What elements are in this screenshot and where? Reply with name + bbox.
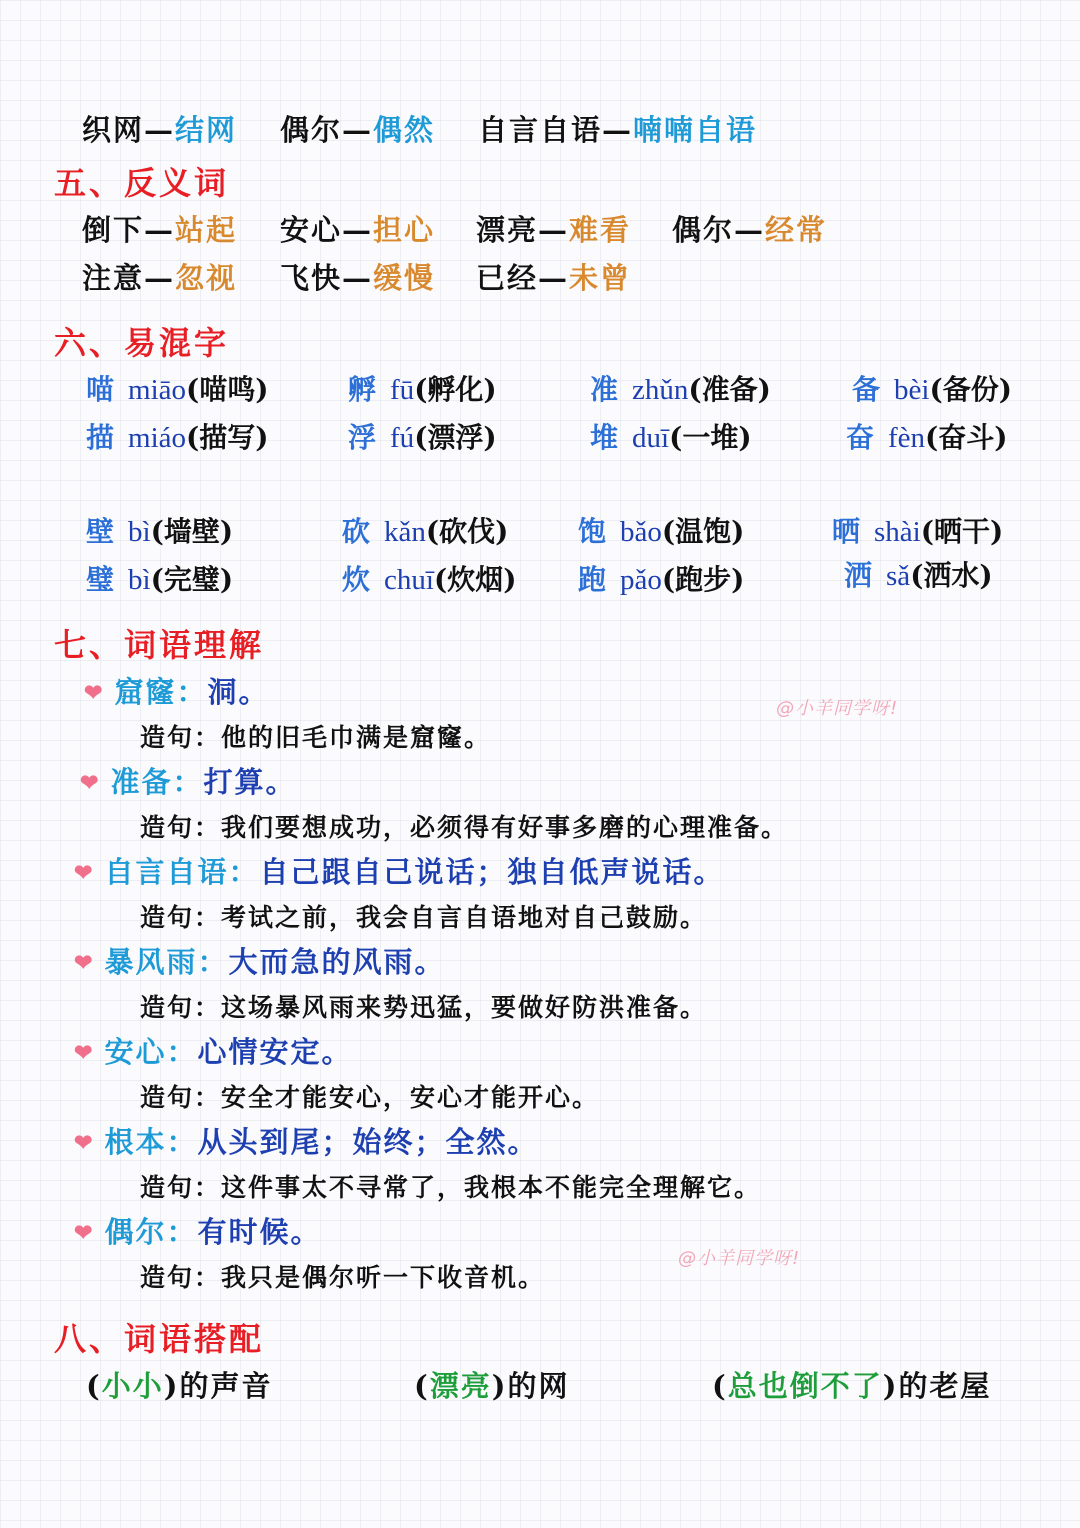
definition: 从头到尾；始终；全然。 xyxy=(197,1125,539,1159)
char-entry xyxy=(86,416,269,456)
char-entry xyxy=(342,558,516,598)
term: 偶尔： xyxy=(104,1215,198,1249)
heart-icon: ❤ xyxy=(74,1130,95,1156)
dash: — xyxy=(734,213,766,247)
char: 璧 xyxy=(86,563,115,596)
example-word: (砍伐) xyxy=(425,515,509,548)
word-b: 难看 xyxy=(569,213,632,247)
pinyin: kǎn xyxy=(384,516,426,548)
pinyin: miāo xyxy=(128,374,187,406)
char: 堆 xyxy=(590,421,619,454)
word-a: 织网 xyxy=(82,113,145,147)
synonym-pair xyxy=(478,108,757,149)
synonym-pair xyxy=(280,108,435,149)
example-sentence: 造句：安全才能安心，安心才能开心。 xyxy=(140,1083,600,1112)
word-a: 安心 xyxy=(280,213,343,247)
word-b: 站起 xyxy=(175,213,238,247)
dash: — xyxy=(342,213,374,247)
example-word: (漂浮) xyxy=(414,421,497,454)
char-entry xyxy=(846,416,1008,456)
char-entry xyxy=(86,368,269,408)
word-b: 喃喃自语 xyxy=(633,113,758,147)
char-entry xyxy=(832,510,1003,550)
example-word: (备份) xyxy=(929,373,1012,406)
definition: 心情安定。 xyxy=(197,1035,353,1069)
collocation-item xyxy=(712,1364,992,1405)
synonym-pair xyxy=(82,108,237,149)
char: 晒 xyxy=(832,515,861,548)
example-word: (温饱) xyxy=(661,515,745,548)
word-b: 经常 xyxy=(765,213,828,247)
example-word: (洒水) xyxy=(910,559,993,592)
paren-open: ( xyxy=(414,1369,430,1403)
example-word: (孵化) xyxy=(414,373,497,406)
definition-line xyxy=(74,850,724,891)
word-a: 已经 xyxy=(476,261,539,295)
pinyin: zhǔn xyxy=(632,374,689,406)
antonym-pair xyxy=(476,256,631,297)
pinyin: bèi xyxy=(894,374,930,406)
term: 安心： xyxy=(104,1035,198,1069)
definition: 打算。 xyxy=(203,765,297,799)
definition: 自己跟自己说话；独自低声说话。 xyxy=(259,855,725,889)
example-sentence: 造句：这件事太不寻常了，我根本不能完全理解它。 xyxy=(140,1173,762,1202)
definition-line xyxy=(74,1120,538,1161)
dash: — xyxy=(538,213,570,247)
paren-close: ) xyxy=(163,1369,180,1403)
dash: — xyxy=(342,113,374,147)
dash: — xyxy=(602,113,634,147)
example-word: (一堆) xyxy=(669,421,752,454)
dash: — xyxy=(144,261,176,295)
pinyin: fèn xyxy=(888,422,926,454)
pinyin: bǎo xyxy=(620,516,662,548)
section-heading-antonyms: 五、反义词 xyxy=(54,164,230,202)
word-b: 担心 xyxy=(373,213,436,247)
char: 砍 xyxy=(342,515,371,548)
collocation-item xyxy=(86,1364,273,1405)
char: 描 xyxy=(86,421,115,454)
definition: 大而急的风雨。 xyxy=(228,945,446,979)
char: 孵 xyxy=(348,373,377,406)
definition-line xyxy=(74,940,445,981)
pinyin: chuī xyxy=(384,564,434,596)
pinyin: sǎ xyxy=(886,560,911,592)
word-a: 飞快 xyxy=(280,261,343,295)
word-a: 偶尔 xyxy=(280,113,343,147)
char-entry xyxy=(578,510,744,550)
char-entry xyxy=(590,416,752,456)
pinyin: pǎo xyxy=(620,564,662,596)
watermark: @小羊同学呀! xyxy=(776,698,899,719)
term: 暴风雨： xyxy=(104,945,229,979)
section-heading-word-collocation: 八、词语搭配 xyxy=(54,1320,265,1358)
word-a: 偶尔 xyxy=(672,213,735,247)
char: 炊 xyxy=(342,563,371,596)
definition: 有时候。 xyxy=(197,1215,322,1249)
char-entry xyxy=(852,368,1012,408)
section-heading-word-meanings: 七、词语理解 xyxy=(54,626,265,664)
definition-line xyxy=(74,1210,321,1251)
term: 根本： xyxy=(104,1125,198,1159)
pinyin: duī xyxy=(632,422,670,454)
heart-icon: ❤ xyxy=(74,950,95,976)
example-sentence: 造句：我只是偶尔听一下收音机。 xyxy=(140,1263,546,1292)
char: 备 xyxy=(852,373,881,406)
fill-word: 总也倒不了 xyxy=(727,1369,883,1403)
heart-icon: ❤ xyxy=(74,1040,95,1066)
example-word: (跑步) xyxy=(661,563,745,596)
word-b: 缓慢 xyxy=(373,261,436,295)
word-b: 未曾 xyxy=(569,261,632,295)
example-word: (喵鸣) xyxy=(186,373,269,406)
example-sentence: 造句：考试之前，我会自言自语地对自己鼓励。 xyxy=(140,903,708,932)
char: 洒 xyxy=(844,559,873,592)
example-word: (墙壁) xyxy=(150,515,234,548)
char-entry xyxy=(590,368,771,408)
term: 准备： xyxy=(110,765,204,799)
example-sentence: 造句：这场暴风雨来势迅猛，要做好防洪准备。 xyxy=(140,993,708,1022)
example-word: (准备) xyxy=(688,373,771,406)
dash: — xyxy=(342,261,374,295)
word-a: 漂亮 xyxy=(476,213,539,247)
word-a: 倒下 xyxy=(82,213,145,247)
fill-word: 漂亮 xyxy=(429,1369,492,1403)
char-entry xyxy=(86,558,233,598)
example-sentence: 造句：他的旧毛巾满是窟窿。 xyxy=(140,723,492,752)
term: 窟窿： xyxy=(114,675,208,709)
antonym-pair xyxy=(476,208,631,249)
paren-close: ) xyxy=(882,1369,899,1403)
char: 喵 xyxy=(86,373,115,406)
dash: — xyxy=(538,261,570,295)
example-word: (完璧) xyxy=(150,563,234,596)
char-entry xyxy=(578,558,744,598)
char: 准 xyxy=(590,373,619,406)
collocation-item xyxy=(414,1364,570,1405)
example-word: (描写) xyxy=(186,421,269,454)
antonym-pair xyxy=(280,256,435,297)
word-b: 忽视 xyxy=(175,261,238,295)
pinyin: fū xyxy=(390,374,415,406)
example-word: (晒干) xyxy=(920,515,1004,548)
definition-line xyxy=(80,760,296,801)
phrase-rest: 的声音 xyxy=(179,1369,273,1403)
word-b: 结网 xyxy=(175,113,238,147)
char-entry xyxy=(348,416,497,456)
char: 饱 xyxy=(578,515,607,548)
word-a: 自言自语 xyxy=(478,113,603,147)
paren-open: ( xyxy=(712,1369,728,1403)
char-entry xyxy=(342,510,508,550)
paren-close: ) xyxy=(491,1369,508,1403)
term: 自言自语： xyxy=(104,855,260,889)
heart-icon: ❤ xyxy=(80,770,101,796)
example-word: (奋斗) xyxy=(925,421,1008,454)
char-entry xyxy=(844,554,993,594)
fill-word: 小小 xyxy=(101,1369,164,1403)
section-heading-confusable-chars: 六、易混字 xyxy=(54,324,230,362)
char: 浮 xyxy=(348,421,377,454)
watermark: @小羊同学呀! xyxy=(678,1248,801,1269)
char: 跑 xyxy=(578,563,607,596)
dash: — xyxy=(144,213,176,247)
word-b: 偶然 xyxy=(373,113,436,147)
phrase-rest: 的老屋 xyxy=(898,1369,992,1403)
pinyin: miáo xyxy=(128,422,187,454)
pinyin: bì xyxy=(128,516,151,548)
heart-icon: ❤ xyxy=(84,680,105,706)
char-entry xyxy=(86,510,233,550)
heart-icon: ❤ xyxy=(74,1220,95,1246)
char-entry xyxy=(348,368,497,408)
word-a: 注意 xyxy=(82,261,145,295)
pinyin: bì xyxy=(128,564,151,596)
char: 奋 xyxy=(846,421,875,454)
example-sentence: 造句：我们要想成功，必须得有好事多磨的心理准备。 xyxy=(140,813,789,842)
pinyin: shài xyxy=(874,516,921,548)
antonym-pair xyxy=(82,208,237,249)
dash: — xyxy=(144,113,176,147)
char: 壁 xyxy=(86,515,115,548)
paren-open: ( xyxy=(86,1369,102,1403)
antonym-pair xyxy=(672,208,827,249)
heart-icon: ❤ xyxy=(74,860,95,886)
example-word: (炊烟) xyxy=(433,563,517,596)
antonym-pair xyxy=(82,256,237,297)
definition: 洞。 xyxy=(207,675,270,709)
antonym-pair xyxy=(280,208,435,249)
definition-line xyxy=(74,1030,352,1071)
definition-line xyxy=(84,670,269,711)
pinyin: fú xyxy=(390,422,415,454)
phrase-rest: 的网 xyxy=(507,1369,570,1403)
